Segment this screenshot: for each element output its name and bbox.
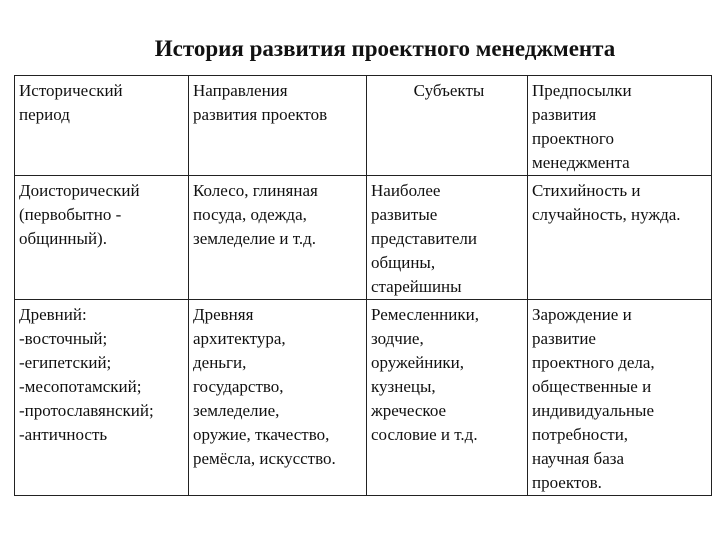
cell-text-line: (первобытно - bbox=[19, 205, 122, 224]
cell-period bbox=[15, 176, 189, 300]
cell-text-line: Стихийность и bbox=[532, 181, 641, 200]
cell-prerequisites bbox=[528, 300, 712, 496]
header-cell-prerequisites bbox=[528, 76, 712, 176]
cell-text-line: Субъекты bbox=[413, 81, 485, 100]
cell-text-line: ремёсла, искусство. bbox=[193, 449, 336, 468]
table-row bbox=[15, 176, 712, 300]
cell-directions bbox=[189, 300, 367, 496]
cell-text-line: Древняя bbox=[193, 305, 254, 324]
cell-text-line: зодчие, bbox=[371, 329, 424, 348]
cell-text-line: Колесо, глиняная bbox=[193, 181, 318, 200]
cell-text-line: Ремесленники, bbox=[371, 305, 479, 324]
cell-text-line: земледелие и т.д. bbox=[193, 229, 317, 248]
cell-directions bbox=[189, 176, 367, 300]
cell-text-line: проектного bbox=[532, 129, 614, 148]
cell-text-line: жреческое bbox=[371, 401, 447, 420]
cell-text-line: проектного дела, bbox=[532, 353, 655, 372]
cell-text-line: Доисторический bbox=[19, 181, 140, 200]
cell-text-line: общины, bbox=[371, 253, 436, 272]
cell-prerequisites bbox=[528, 176, 712, 300]
cell-text-line: Древний: bbox=[19, 305, 87, 324]
cell-period bbox=[15, 300, 189, 496]
header-cell-period bbox=[15, 76, 189, 176]
cell-text-line: период bbox=[19, 105, 70, 124]
cell-text-line: потребности, bbox=[532, 425, 629, 444]
table-header-row bbox=[15, 76, 712, 176]
cell-text-line: развития bbox=[532, 105, 597, 124]
cell-text-line: оружейники, bbox=[371, 353, 465, 372]
cell-subjects bbox=[367, 176, 528, 300]
cell-text-line: деньги, bbox=[193, 353, 247, 372]
cell-text-line: государство, bbox=[193, 377, 284, 396]
cell-text-line: -египетский; bbox=[19, 353, 112, 372]
header-cell-directions bbox=[189, 76, 367, 176]
cell-text-line: случайность, нужда. bbox=[532, 205, 681, 224]
cell-text-line: архитектура, bbox=[193, 329, 286, 348]
cell-text-line: посуда, одежда, bbox=[193, 205, 307, 224]
cell-text-line: развитые bbox=[371, 205, 438, 224]
cell-text-line: оружие, ткачество, bbox=[193, 425, 330, 444]
cell-text-line: Наиболее bbox=[371, 181, 441, 200]
cell-text-line: общественные и bbox=[532, 377, 652, 396]
cell-text-line: старейшины bbox=[371, 277, 462, 296]
cell-subjects bbox=[367, 300, 528, 496]
cell-text-line: -античность bbox=[19, 425, 108, 444]
cell-text-line: развитие bbox=[532, 329, 596, 348]
cell-text-line: Исторический bbox=[19, 81, 123, 100]
table-row bbox=[15, 300, 712, 496]
cell-text-line: научная база bbox=[532, 449, 624, 468]
cell-text-line: Направления bbox=[193, 81, 288, 100]
cell-text-line: индивидуальные bbox=[532, 401, 654, 420]
cell-text-line: -восточный; bbox=[19, 329, 108, 348]
cell-text-line: общинный). bbox=[19, 229, 107, 248]
cell-text-line: менеджмента bbox=[532, 153, 630, 172]
cell-text-line: проектов. bbox=[532, 473, 602, 492]
cell-text-line: развития проектов bbox=[193, 105, 328, 124]
cell-text-line: Предпосылки bbox=[532, 81, 632, 100]
cell-text-line: представители bbox=[371, 229, 477, 248]
cell-text-line: сословие и т.д. bbox=[371, 425, 478, 444]
page-title: История развития проектного менеджмента bbox=[154, 36, 616, 61]
cell-text-line: кузнецы, bbox=[371, 377, 436, 396]
cell-text-line: земледелие, bbox=[193, 401, 280, 420]
cell-text-line: -протославянский; bbox=[19, 401, 154, 420]
cell-text-line: -месопотамский; bbox=[19, 377, 142, 396]
history-table bbox=[14, 75, 712, 496]
cell-text-line: Зарождение и bbox=[532, 305, 632, 324]
header-cell-subjects bbox=[367, 76, 528, 176]
